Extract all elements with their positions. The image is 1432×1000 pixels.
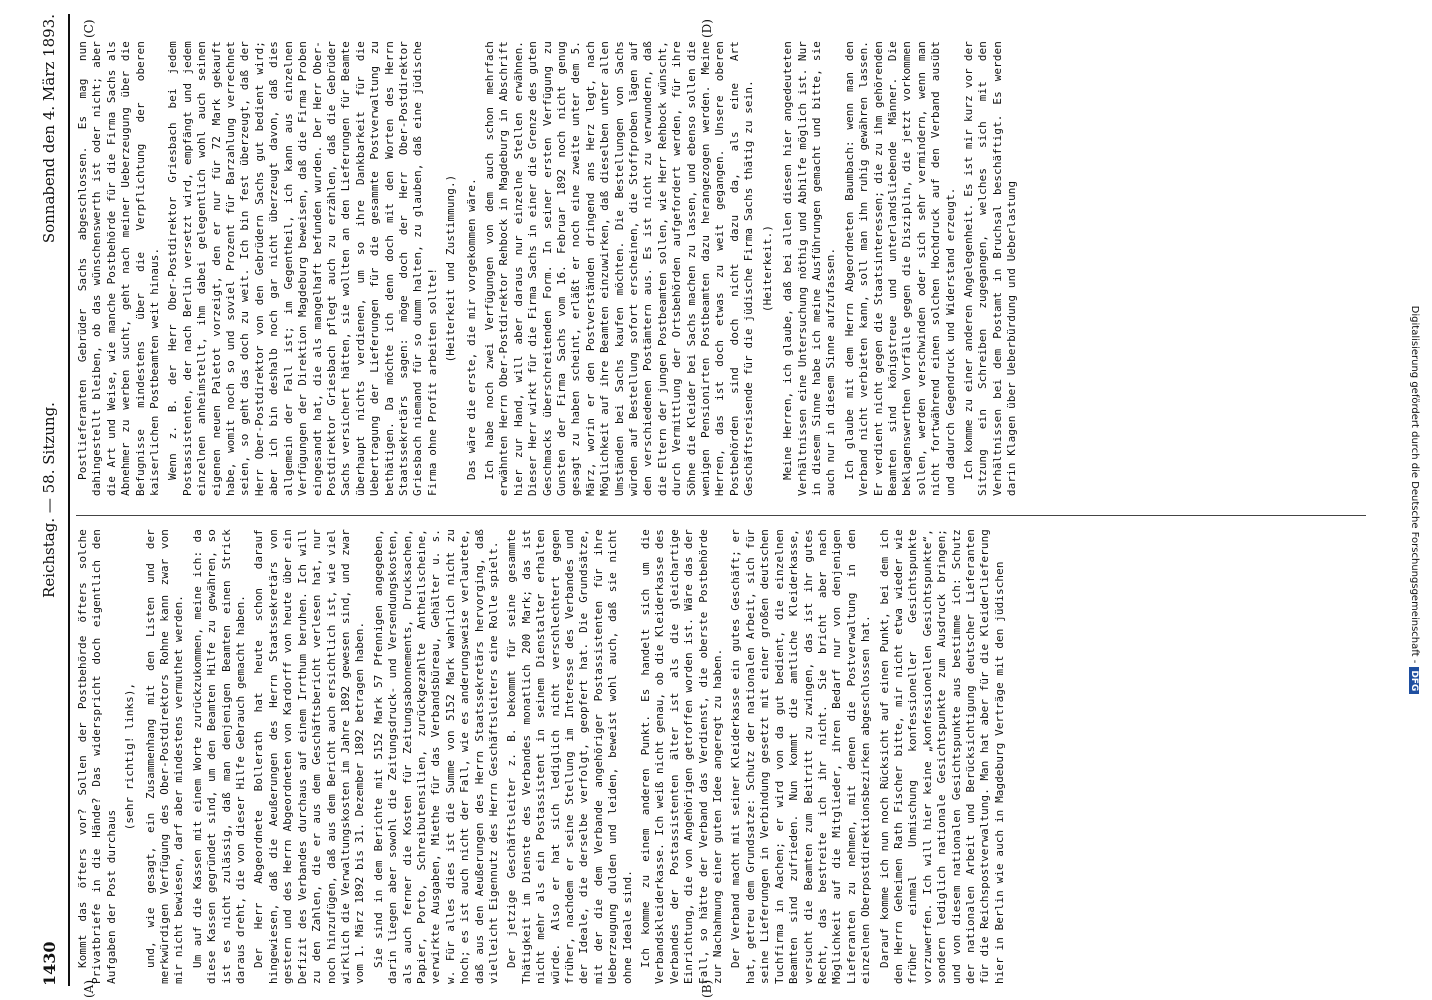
margin-marker-a: (A): [82, 979, 96, 998]
paragraph: Ich komme zu einer anderen Angelegenheit. Es ist mir kurz vor der Sitzung ein Schreiben zugegangen, welches sich mit den Verhältnissen bei dem Postamt in Bruchsal beschäftigt. Es werden darin Klagen über Ueberbürdung und Ueberlastung: [961, 41, 1019, 496]
paragraph: Der Herr Abgeordnete Bollerath hat heute schon darauf hingewiesen, daß die Aeußerungen des Herrn Staatssekretärs von gestern und des Herrn Abgeordneten von Kardorff von heute über ein Defizit des Verbandes durchaus auf einem Irrthum beruhen. Ich will zu den Zahlen, die er aus dem Geschäftsbericht verlesen hat, nur noch hinzufügen, daß aus dem Bericht auch ersichtlich ist, wie viel wirklich die Verwaltungskosten im Jahre 1892 gewesen sind, und zwar vom 1. März 1892 bis 31. Dezember 1892 betragen haben.: [252, 529, 367, 984]
margin-marker-d: (D): [700, 19, 714, 38]
paragraph: Um auf die Kassen mit einem Worte zurückzukommen, meine ich: da diese Kassen gegründet sind, um den Beamten Hilfe zu gewähren, so ist es nicht zulässig, daß man denjenigen Beamten einen Strick daraus dreht, die von dieser Hilfe Gebrauch gemacht haben.: [190, 529, 248, 984]
dfg-logo: DFG: [1409, 667, 1419, 694]
paragraph: Darauf komme ich nun noch Rücksicht auf einen Punkt, bei dem ich den Herrn Geheimen Rath Fischer bitte, mir nicht etwa wieder wie früher einmal Unmischung konfessioneller Gesichtspunkte vorzuwerfen. Ich will hier keine „konfessionellen Gesichtspunkte“, sondern lediglich nationale Gesichtspunkte zum Ausdruck bringen; und von diesem nationalen Gesichtspunkte aus bestimme ich: Schutz der nationalen Arbeit und Berücksichtigung deutscher Lieferanten für die Reichspostverwaltung. Man hat aber für die Kleiderlieferung hier in Berlin wie auch in Magdeburg Verträge mit den jüdischen: [877, 529, 1006, 984]
paragraph: (Heiterkeit und Zustimmung.): [444, 174, 458, 363]
paragraph: Ich glaube mit dem Herrn Abgeordneten Baumbach: wenn man den Verband nicht verbieten kann, soll man ihn ruhig gewähren lassen. Er verdient nicht gegen die Staatsinteressen; die zu ihm gehörenden Beamten sind königstreue und unterlandsliebende Männer. Die beklagenswerthen Vorfälle gegen die Disziplin, die jetzt vorkommen sollen, werden verschwinden oder sich sehr vermindern, wenn man nicht fortwährend einen solchen Hochdruck auf den Verband ausübt und dadurch Gegendruck und Widerstand erzeugt.: [842, 41, 957, 496]
margin-marker-b: (B): [700, 979, 714, 998]
paragraph: (Heiterkeit.): [760, 224, 774, 313]
paragraph: und, wie gesagt, ein Zusammenhang mit den Listen und der merkwürdigen Verfügung des Ober-Postdirektors Rohne kann zwar von mir nicht bewiesen, darf aber mindestens vermuthet werden.: [143, 529, 186, 984]
paragraph: Das wäre die erste, die mir vorgekommen wäre.: [464, 178, 478, 480]
page-header: [40, 14, 64, 986]
digitization-credit: [1406, 0, 1420, 1000]
paragraph: Der jetzige Geschäftsleiter z. B. bekommt für seine gesammte Thätigkeit im Dienste des Verbandes monatlich 200 Mark; das ist nicht mehr als ein Postassistent in seinem Dienstalter erhalten würde. Also er hat sich lediglich nicht verschlechtert gegen früher, nachdem er seine Stellung im Interesse des Verbandes und der Ideale, die derselbe verfolgt, geopfert hat. Die Grundsätze, mit der die dem Verbande angehöriger Postassistenten für ihre Ueberzeugung dulden und leiden, beweist wohl auch, daß sie nicht ohne Ideale sind.: [505, 529, 634, 984]
text-column-right: [76, 41, 1366, 496]
page-number: 1430: [40, 941, 59, 986]
session-title: Reichstag. — 58. Sitzung.: [40, 402, 58, 598]
column-divider: [76, 515, 1366, 516]
paragraph: Der Verband macht mit seiner Kleiderkasse ein gutes Geschäft; er hat, getreu dem Grundsatze: Schutz der nationalen Arbeit, sich für seine Lieferungen in Verbindung gesetzt mit einer großen deutschen Tuchfirma in Aachen; er wird von da gut bedient, die einzelnen Beamten sind zufrieden. Nun kommt die amtliche Kleiderkasse, versucht die Beamten zum Beitritt zu zwingen, das ist ihr gutes Recht, das bestreite ich ihr nicht. Sie bricht aber nach Möglichkeit auf die Mitglieder, ihren Bedarf nur von denjenigen Lieferanten zu nehmen, mit denen die Postverwaltung in den einzelnen Oberpostdirektionsbezirken abgeschlossen hat.: [729, 529, 873, 984]
paragraph: Ich komme zu einem anderen Punkt. Es handelt sich um die Verbandskleiderkasse. Ich weiß nicht genau, ob die Kleiderkasse des Verbandes der Postassistenten älter ist als die gleichartige Einrichtung, die von Angehörigen getroffen worden ist. Wäre das der Fall, so hätte der Verband das Verdienst, die oberste Postbehörde zur Nachahmung einer guten Idee angeregt zu haben.: [639, 529, 725, 984]
credit-text: Digitalisierung gefördert durch die Deutsche Forschungsgemeinschaft -: [1409, 305, 1420, 664]
paragraph: Postlieferanten Gebrüder Sachs abgeschlossen. Es mag nun dahingestellt bleiben, ob das wünschenswerth ist oder nicht; aber die Art und Weise, wie manche Postbehörde für die Firma Sachs als Abnehmer zu werben sucht, geht nach meiner Ueberzeugung über die Befugnisse mindestens über die Verpflichtung der oberen kaiserlichen Postbeamten weit hinaus.: [76, 41, 162, 496]
paragraph: (sehr richtig! links),: [123, 682, 137, 831]
margin-marker-c: (C): [82, 19, 96, 38]
session-date: Sonnabend den 4. März 1893.: [40, 14, 58, 244]
text-column-left: [76, 529, 1366, 984]
paragraph: Meine Herren, ich glaube, daß bei allen diesen hier angedeuteten Verhältnissen eine Untersuchung nöthig und Abhilfe möglich ist. Nur in diesem Sinne habe ich meine Ausführungen gemacht und bitte, sie auch nur in diesem Sinne aufzufassen.: [781, 41, 838, 496]
paragraph: Kommt das öfters vor? Sollen der Postbehörde öfters solche Privatbriefe in die Hände? Das widerspricht doch eigentlich den Aufgaben der Post durchaus: [76, 529, 118, 984]
header-rule: [68, 14, 70, 986]
paragraph: Wenn z. B. der Herr Ober-Postdirektor Griesbach bei jedem Postassistenten, der nach Berlin versetzt wird, empfängt und jedem einzelnen anheimstellt, ihm dabei gelegentlich wohl auch seinen eigenen neuen Paletot vorzeigt, den er nur für 72 Mark gekauft habe, womit noch so und soviel Prozent für Barzahlung verrechnet seien, so geht das doch zu weit. Ich bin fest überzeugt, daß der Herr Ober-Postdirektor von den Gebrüdern Sachs gut bedient wird; aber ich bin deshalb noch gar nicht überzeugt davon, daß dies allgemein der Fall ist; im Gegentheil, ich kann aus einzelnen Verfügungen der Direktion Magdeburg beweisen, daß die Firma Proben eingesandt hat, die als mangelhaft befunden wurden. Der Herr Ober-Postdirektor Griesbach pflegt auch zu erzählen, daß die Gebrüder Sachs versichert hätten, sie wollten an den Lieferungen für Beamte überhaupt nichts verdienen, um so ihre Dankbarkeit für die Uebertragung der Lieferungen für die gesammte Postverwaltung zu bethätigen. Da möchte ich denn doch mit den Worten des Herrn Staatssekretärs sagen: möge doch der Herr Ober-Postdirektor Griesbach niemand für so dumm halten, zu glauben, daß eine jüdische Firma ohne Profit arbeiten sollte!: [166, 41, 439, 496]
paragraph: Sie sind in dem Berichte mit 5152 Mark 57 Pfennigen angegeben, darin liegen aber sowohl die Zeitungsdruck- und Versendungskosten, als auch ferner die Kosten für Zeitungsabonnements, Drucksachen, Papier, Porto, Schreibutensilien, zurückgezahlte Antheilscheine, verwirkte Ausgaben, Miethe für das Verbandsbüreau, Gehälter u. s. w. Für alles dies ist die Summe von 5152 Mark wahrlich nicht zu hoch; es ist auch nicht der Fall, wie es anderungsweise verlautete, daß aus den Aeußerungen des Herrn Staatssekretärs hervorging, daß vielleicht Eigennutz des Herrn Geschäftsleiters eine Rolle spielt.: [371, 529, 500, 984]
paragraph: Ich habe noch zwei Verfügungen von dem auch schon mehrfach erwähnten Herrn Ober-Postdirektor Rehbock in Magdeburg in Abschrift hier zur Hand, will aber daraus nur einzelne Stellen erwähnen. Dieser Herr wirkt für die Firma Sachs in einer die Grenze des guten Geschmacks überschreitenden Form. In seiner ersten Verfügung zu Gunsten der Firma Sachs vom 16. Februar 1892 noch nicht genug gesagt zu haben scheint, erläßt er noch eine zweite unter dem 5. März, worin er den Postverständen dringend ans Herz legt, nach Möglichkeit auf ihre Beamten einzuwirken, daß dieselben unter allen Umständen bei Sachs kaufen möchten. Die Bestellungen von Sachs würden auf Bestellung sofort erscheinen, die Stoffproben lägen auf den verschiedenen Postämtern aus. Es ist nicht zu verwundern, daß die Eltern der jungen Postbeamten sollen, wie Herr Rehbock wünscht, durch Vermittlung der Ortsbehörden aufgefordert werden, für ihre Söhne die Kleider bei Sachs machen zu lassen, und ebenso sollen die wenigen Pensionirten Postbeamten dazu herangezogen werden. Meine Herren, das ist doch etwas zu weit gegangen. Unsere oberen Postbehörden sind doch nicht dazu da, als eine Art Geschäftsreisende für die jüdische Firma Sachs thätig zu sein.: [482, 41, 756, 496]
